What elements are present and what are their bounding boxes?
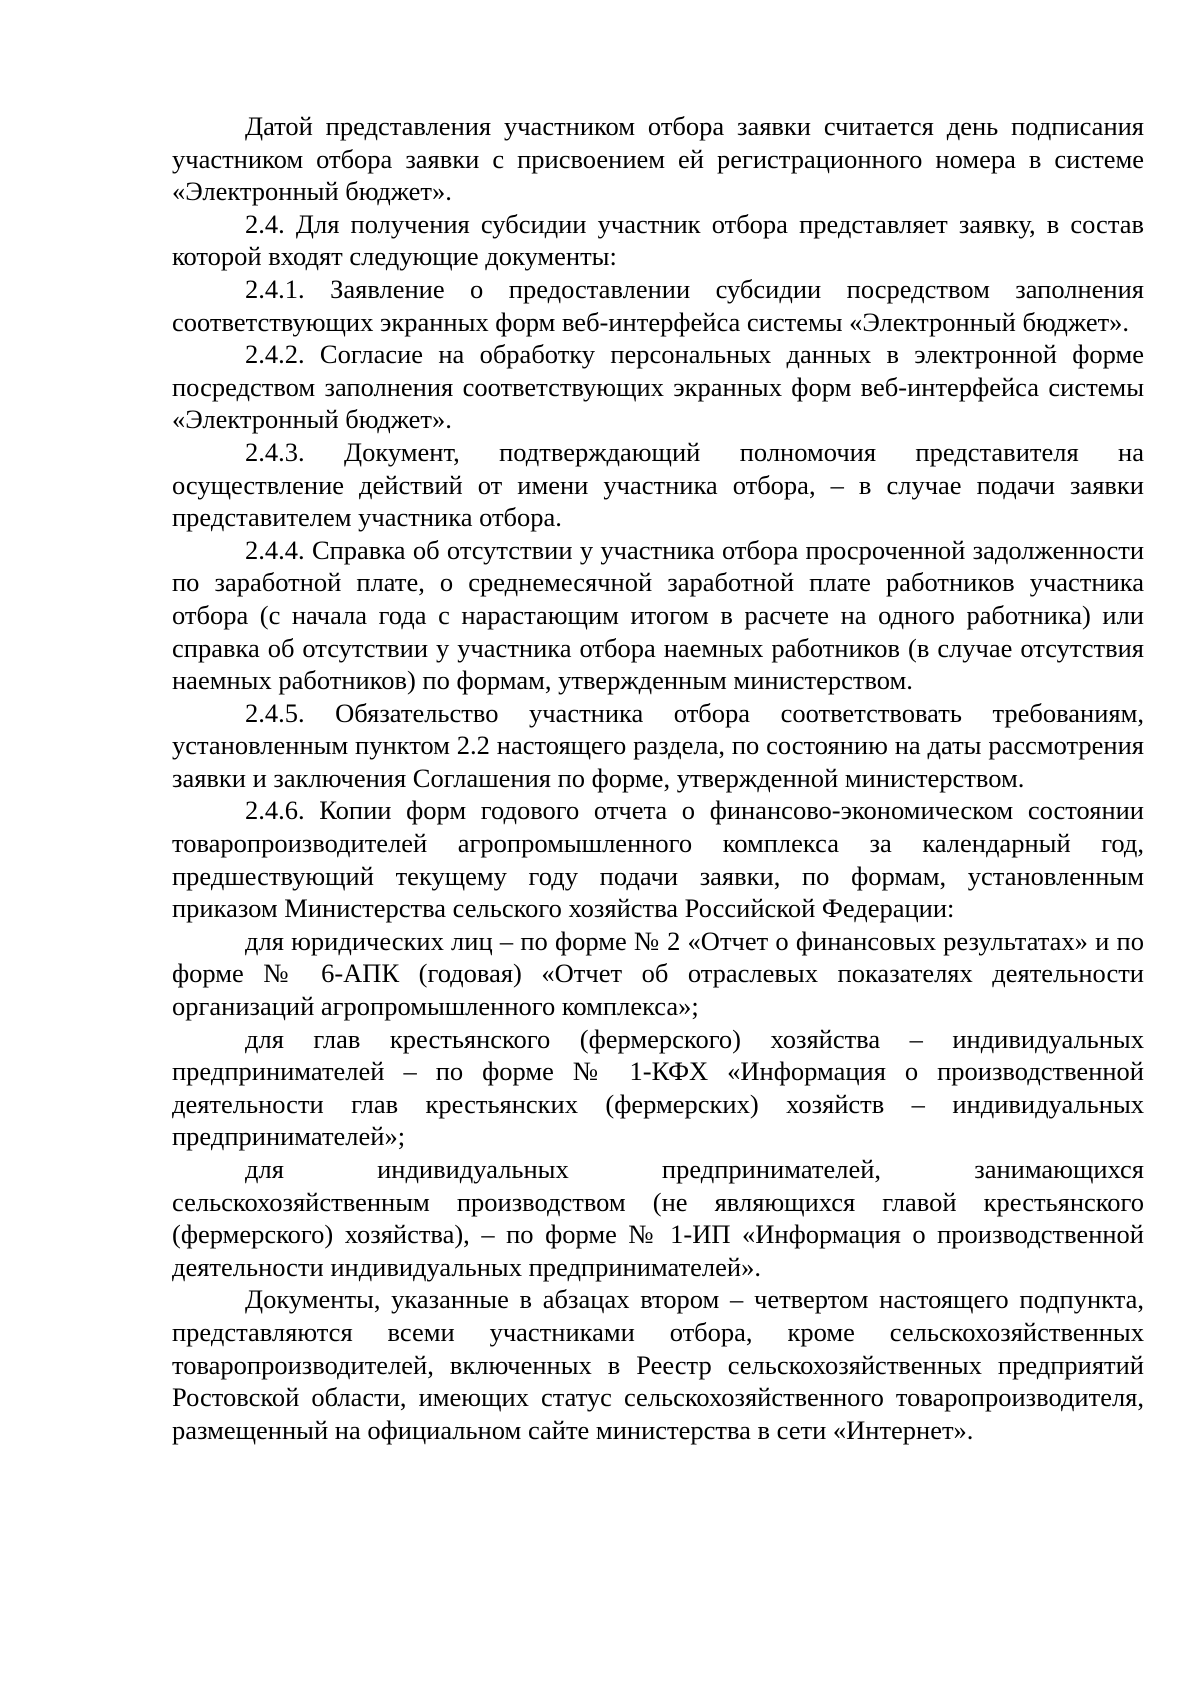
paragraph-2-4-1: 2.4.1. Заявление о предоставлении субсидии посредством заполнения соответствующих экранных форм веб-интерфейса системы «Электронный бюджет». [172,273,1144,337]
document-page [172,110,1144,1446]
paragraph-2-4-6: 2.4.6. Копии форм годового отчета о финансово-экономическом состоянии товаропроизводителей агропромышленного комплекса за календарный год, предшествующий текущему году подачи заявки, по формам, установленным приказом Министерства сельского хозяйства Российской Федерации: [172,795,1144,924]
paragraph-legal-entities: для юридических лиц – по форме № 2 «Отчет о финансовых результатах» и по форме № 6-АПК (годовая) «Отчет об отраслевых показателях деятельности организаций агропромышленного комплекса»; [172,925,1144,1022]
paragraph-2-4-5: 2.4.5. Обязательство участника отбора соответствовать требованиям, установленным пунктом 2.2 настоящего раздела, по состоянию на даты рассмотрения заявки и заключения Соглашения по форме, утвержденной министерством. [172,697,1144,793]
paragraph-submission-date: Датой представления участником отбора заявки считается день подписания участником отбора заявки с присвоением ей регистрационного номера в системе «Электронный бюджет». [172,111,1144,207]
paragraph-documents-note: Документы, указанные в абзацах втором – четвертом настоящего подпункта, представляются всеми участниками отбора, кроме сельскохозяйственных товаропроизводителей, включенных в Реестр сельскохозяйственных предприятий Ростовской области, имеющих статус сельскохозяйственного товаропроизводителя, размещенный на официальном сайте министерства в сети «Интернет». [172,1284,1144,1445]
paragraph-farm-heads: для глав крестьянского (фермерского) хозяйства – индивидуальных предпринимателей – по форме № 1-КФХ «Информация о производственной деятельности глав крестьянских (фермерских) хозяйств – индивидуальных предпринимателей»; [172,1023,1144,1152]
paragraph-2-4-3: 2.4.3. Документ, подтверждающий полномочия представителя на осуществление действий от имени участника отбора, – в случае подачи заявки представителем участника отбора. [172,436,1144,533]
paragraph-2-4-4: 2.4.4. Справка об отсутствии у участника отбора просроченной задолженности по заработной плате, о среднемесячной заработной плате работников участника отбора (с начала года с нарастающим итогом в расчете на одного работника) или справка об отсутствии у участника отбора наемных работников (в случае отсутствия наемных работников) по формам, утвержденным министерством. [172,534,1144,696]
paragraph-individual-entrepreneurs: для индивидуальных предпринимателей, занимающихся сельскохозяйственным производством (не являющихся главой крестьянского (фермерского) хозяйства), – по форме № 1-ИП «Информация о производственной деятельности индивидуальных предпринимателей». [172,1154,1144,1282]
paragraph-2-4: 2.4. Для получения субсидии участник отбора представляет заявку, в состав которой входят следующие документы: [172,208,1144,272]
paragraph-2-4-2: 2.4.2. Согласие на обработку персональных данных в электронной форме посредством заполнения соответствующих экранных форм веб-интерфейса системы «Электронный бюджет». [172,339,1144,435]
